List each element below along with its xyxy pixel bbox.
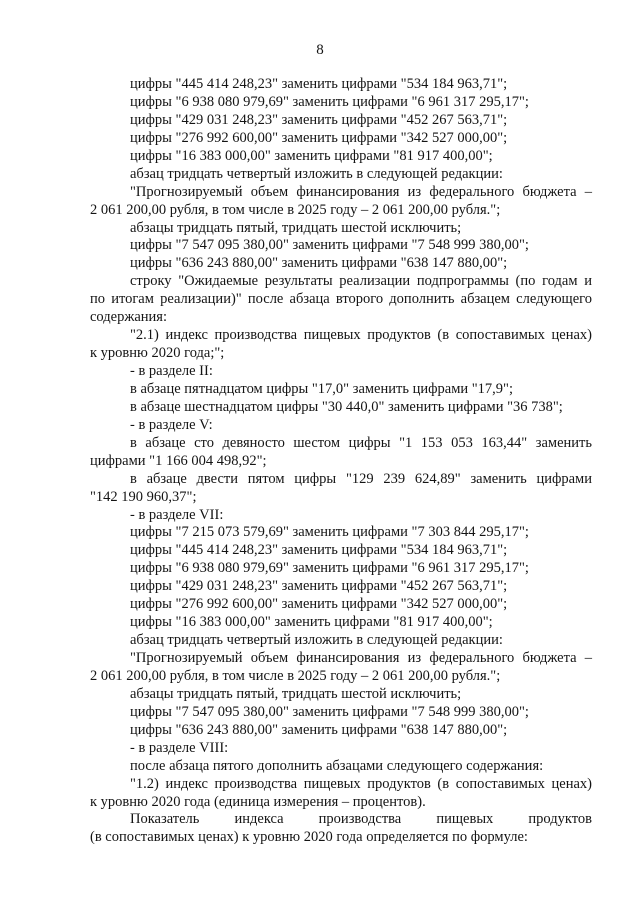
text-line: - в разделе VII: [130, 506, 224, 523]
text-line: "2.1) индекс производства пищевых продуктов (в сопоставимых ценах) [130, 327, 592, 344]
text-line: - в разделе V: [130, 416, 213, 433]
text-line: (в сопоставимых ценах) к уровню 2020 года определяется по формуле: [90, 829, 528, 846]
paragraph [90, 524, 592, 542]
paragraph [90, 417, 592, 435]
text-line: цифры "6 938 080 979,69" заменить цифрами "6 961 317 295,17"; [130, 93, 529, 110]
text-line: в абзаце пятнадцатом цифры "17,0" заменить цифрами "17,9"; [130, 380, 513, 397]
paragraph [90, 237, 592, 255]
text-line: цифры "7 547 095 380,00" заменить цифрами "7 548 999 380,00"; [130, 237, 529, 254]
text-line: абзац тридцать четвертый изложить в следующей редакции: [130, 165, 503, 182]
paragraph [90, 758, 592, 776]
paragraph [90, 560, 592, 578]
page-number: 8 [316, 42, 324, 58]
text-line: цифры "276 992 600,00" заменить цифрами "342 527 000,00"; [130, 129, 508, 146]
text-line: цифры "429 031 248,23" заменить цифрами "452 267 563,71"; [130, 111, 508, 128]
text-line: абзац тридцать четвертый изложить в следующей редакции: [130, 632, 503, 649]
paragraph [90, 596, 592, 614]
paragraph [90, 776, 592, 812]
text-line: цифрами "1 166 004 498,92"; [90, 452, 267, 469]
paragraph [90, 255, 592, 273]
paragraph [90, 542, 592, 560]
paragraph [90, 166, 592, 184]
text-line: цифры "6 938 080 979,69" заменить цифрами "6 961 317 295,17"; [130, 560, 529, 577]
paragraph [90, 471, 592, 507]
text-line: Показатель индекса производства пищевых продуктов [130, 811, 592, 828]
paragraph [90, 94, 592, 112]
paragraph [90, 220, 592, 238]
paragraph [90, 704, 592, 722]
text-line: цифры "636 243 880,00" заменить цифрами "638 147 880,00"; [130, 721, 508, 738]
paragraph [90, 435, 592, 471]
paragraph [90, 112, 592, 130]
paragraph [90, 363, 592, 381]
paragraph [90, 327, 592, 363]
paragraph [90, 632, 592, 650]
text-line: абзацы тридцать пятый, тридцать шестой исключить; [130, 219, 462, 236]
paragraph [90, 686, 592, 704]
text-line: по итогам реализации)" после абзаца второго дополнить абзацем следующего [90, 291, 592, 308]
text-line: 2 061 200,00 рубля, в том числе в 2025 году – 2 061 200,00 рубля."; [90, 201, 501, 218]
paragraph [90, 507, 592, 525]
paragraph [90, 614, 592, 632]
text-line: строку "Ожидаемые результаты реализации подпрограммы (по годам и [130, 273, 592, 290]
paragraph [90, 76, 592, 94]
text-line: цифры "276 992 600,00" заменить цифрами "342 527 000,00"; [130, 596, 508, 613]
text-line: цифры "429 031 248,23" заменить цифрами "452 267 563,71"; [130, 578, 508, 595]
paragraph [90, 740, 592, 758]
paragraph [90, 381, 592, 399]
paragraph [90, 273, 592, 327]
paragraph [90, 578, 592, 596]
paragraph [90, 148, 592, 166]
text-line: "Прогнозируемый объем финансирования из федерального бюджета – [130, 183, 592, 200]
text-line: к уровню 2020 года (единица измерения – процентов). [90, 793, 426, 810]
text-line: к уровню 2020 года;"; [90, 345, 225, 362]
text-line: цифры "7 547 095 380,00" заменить цифрами "7 548 999 380,00"; [130, 703, 529, 720]
text-line: - в разделе II: [130, 363, 213, 379]
paragraph [90, 130, 592, 148]
text-line: цифры "636 243 880,00" заменить цифрами "638 147 880,00"; [130, 255, 508, 272]
paragraph [90, 184, 592, 220]
text-line: в абзаце шестнадцатом цифры "30 440,0" заменить цифрами "36 738"; [130, 398, 563, 415]
paragraph [90, 811, 592, 847]
text-line: цифры "445 414 248,23" заменить цифрами "534 184 963,71"; [130, 542, 508, 559]
text-line: в абзаце двести пятом цифры "129 239 624,89" заменить цифрами [130, 470, 592, 487]
text-line: цифры "7 215 073 579,69" заменить цифрами "7 303 844 295,17"; [130, 524, 529, 541]
text-line: "1.2) индекс производства пищевых продуктов (в сопоставимых ценах) [130, 775, 592, 792]
text-line: абзацы тридцать пятый, тридцать шестой исключить; [130, 685, 462, 702]
text-line: - в разделе VIII: [130, 739, 229, 756]
text-line: содержания: [90, 309, 168, 326]
text-line: "Прогнозируемый объем финансирования из федерального бюджета – [130, 650, 592, 666]
paragraph [90, 650, 592, 686]
text-line: после абзаца пятого дополнить абзацами следующего содержания: [130, 757, 544, 774]
text-line: цифры "16 383 000,00" заменить цифрами "81 917 400,00"; [130, 147, 493, 164]
text-line: цифры "445 414 248,23" заменить цифрами "534 184 963,71"; [130, 76, 508, 92]
text-line: в абзаце сто девяносто шестом цифры "1 153 053 163,44" заменить [130, 434, 592, 451]
text-line: "142 190 960,37"; [90, 488, 197, 505]
document-body [90, 76, 592, 847]
text-line: 2 061 200,00 рубля, в том числе в 2025 году – 2 061 200,00 рубля."; [90, 667, 501, 684]
paragraph [90, 399, 592, 417]
paragraph [90, 722, 592, 740]
text-line: цифры "16 383 000,00" заменить цифрами "81 917 400,00"; [130, 614, 493, 631]
